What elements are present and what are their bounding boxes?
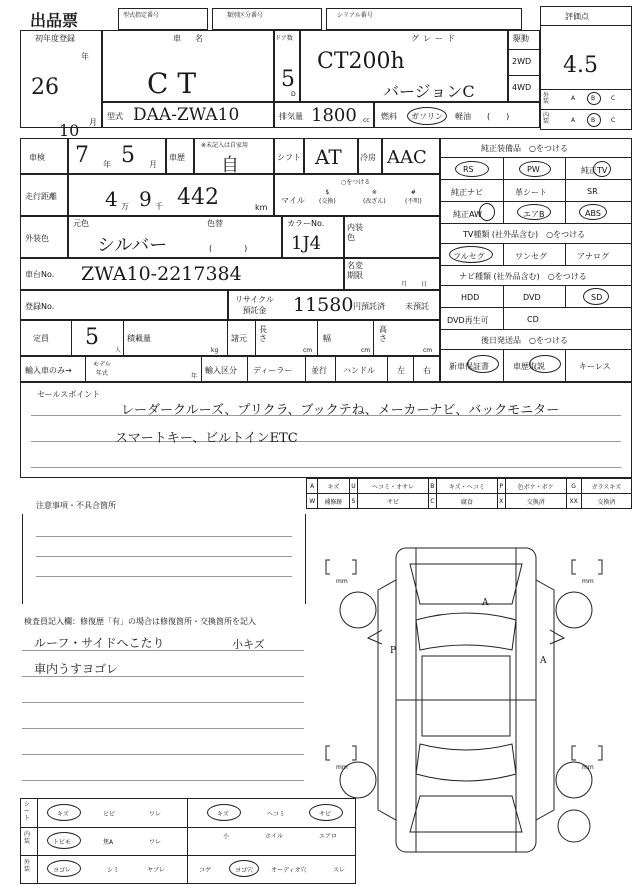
damage-mark-roof: A <box>482 598 489 608</box>
inspection-year-unit: 年 <box>103 160 111 169</box>
int-dirt-circle <box>47 860 81 877</box>
capacity-unit: 人 <box>115 347 122 354</box>
load-unit: kg <box>211 347 219 354</box>
inspector-line1: ルーフ・サイドへこたり <box>34 636 165 650</box>
length-unit: cm <box>303 347 313 354</box>
mileage-rest: 442 <box>177 185 219 210</box>
legend-desc: 補修跡 <box>318 494 349 509</box>
interior-side-interior: 内装 <box>24 831 31 845</box>
color-label-box <box>20 216 68 258</box>
legend-code: P <box>497 479 505 494</box>
tv-fullseg[interactable]: フルセグ <box>453 252 485 261</box>
navi-hdd[interactable]: HDD <box>461 293 480 302</box>
width-label: 幅 <box>323 334 331 343</box>
shift-value-box[interactable] <box>304 138 358 174</box>
fuel-gasoline[interactable]: ガソリン <box>411 112 443 121</box>
int-burn[interactable]: 焦A <box>103 839 114 846</box>
ext-rust[interactable]: サビ <box>319 811 332 818</box>
mile-unknown[interactable]: # (不明) <box>405 189 422 205</box>
grade-line1: CT200h <box>317 49 405 74</box>
legend-desc: 色ボケ・ボケ <box>505 479 566 494</box>
equip-sr[interactable]: SR <box>587 187 598 196</box>
mile-altered[interactable]: ※ (改ざん) <box>363 189 386 205</box>
height-label: 高さ <box>379 325 387 343</box>
first-reg-box[interactable] <box>20 30 102 140</box>
displacement-box[interactable] <box>274 102 374 128</box>
mileage-sen: 9 <box>139 187 152 211</box>
length-label: 長さ <box>259 325 267 343</box>
legend-code: C <box>428 494 437 509</box>
tv-analog[interactable]: アナログ <box>577 252 609 261</box>
model-code-label: 型式指定番号 <box>123 12 160 19</box>
color-label: 外装色 <box>25 234 49 243</box>
chassis-value: ZWA10-2217384 <box>81 263 242 285</box>
car-damage-diagram[interactable] <box>312 520 622 885</box>
damage-mark-left: P <box>390 646 397 656</box>
history-value-box[interactable] <box>194 138 274 174</box>
navi-sd-circle <box>583 288 609 305</box>
equip-navi[interactable]: 純正ナビ <box>451 188 483 197</box>
equipment-title: 純正装備品 ○をつける <box>481 144 568 153</box>
model-year-unit: 年 <box>191 373 198 380</box>
recycle-value: 11580 <box>293 294 354 316</box>
equip-airbag[interactable]: エアB <box>523 210 545 219</box>
model-type-value: DAA-ZWA10 <box>133 105 240 125</box>
exterior-grade-b[interactable]: B <box>591 95 596 102</box>
legend-code: A <box>307 479 318 494</box>
color-changed-label: 色替 <box>207 219 223 228</box>
rating-value: 4.5 <box>563 53 598 78</box>
later-manual[interactable]: 車歴取説 <box>513 362 545 371</box>
legend-code: B <box>428 479 437 494</box>
legend-code: XX <box>566 494 581 509</box>
inspector-line2: 車内うすヨゴレ <box>34 662 119 676</box>
navi-cd[interactable]: CD <box>527 315 539 324</box>
mileage-man-unit: 万 <box>121 202 129 211</box>
inspection-label-box <box>20 138 68 174</box>
navi-sd[interactable]: SD <box>591 293 603 302</box>
ext-scratch-circle <box>207 804 241 821</box>
interior-grade-circle <box>587 113 601 127</box>
color-value-box[interactable] <box>68 216 282 258</box>
capacity-value: 5 <box>85 325 99 350</box>
exterior-grade-a[interactable]: A <box>571 95 576 102</box>
handle-left[interactable]: 左 <box>397 366 405 375</box>
exterior-grade-circle <box>587 92 601 105</box>
inspection-value-box[interactable] <box>68 138 166 174</box>
int-break[interactable]: ワレ <box>149 811 162 818</box>
form-title: 出品票 <box>30 11 79 30</box>
mile-box[interactable] <box>274 174 440 216</box>
drive-2wd[interactable]: 2WD <box>512 57 532 66</box>
legend-desc: キズ・ヘコミ <box>437 479 497 494</box>
navi-title: ナビ種類 (社外品含む) ○をつける <box>459 272 587 281</box>
legend-desc: 腐食 <box>437 494 497 509</box>
chassis-label: 車台No. <box>25 270 55 279</box>
damage-mark-right: A <box>540 656 547 666</box>
model-type-box[interactable] <box>102 102 274 128</box>
legend-desc: サビ <box>358 494 428 509</box>
recycle-not-deposited[interactable]: 未預託 <box>405 302 429 311</box>
interior-color-label: 内装色 <box>347 223 363 242</box>
displacement-unit: cc <box>363 117 370 124</box>
drive-4wd[interactable]: 4WD <box>512 83 532 92</box>
int-scratch[interactable]: キズ <box>57 811 69 818</box>
height-unit: cm <box>423 347 433 354</box>
int-audio-hole[interactable]: オーディオ穴 <box>271 867 307 874</box>
int-hole-circle <box>229 860 259 877</box>
color-code-box[interactable] <box>282 216 344 258</box>
history-label: 車歴 <box>169 153 185 162</box>
interior-grade-a[interactable]: A <box>571 117 576 124</box>
legend-desc: キズ <box>318 479 349 494</box>
car-name-box[interactable] <box>102 30 274 102</box>
name-change-label: 名変期限 <box>347 261 363 280</box>
color-original-label: 元色 <box>73 219 89 228</box>
interior-legend <box>20 798 356 884</box>
legend-desc: ヘコミ・オサレ <box>358 479 428 494</box>
history-value: 自 <box>221 155 239 176</box>
capacity-label: 定員 <box>33 334 49 343</box>
interior-grade-c[interactable]: C <box>611 117 616 124</box>
inspector-note: 小キズ <box>232 638 265 651</box>
equip-rs[interactable]: RS <box>463 165 474 174</box>
int-scorch[interactable]: コゲ <box>199 867 212 874</box>
first-reg-year-unit: 年 <box>81 52 89 61</box>
door-box[interactable] <box>274 30 300 102</box>
interior-grade-label: 内装 <box>543 112 550 125</box>
spec-label: 諸元 <box>231 334 247 343</box>
ac-label: 冷房 <box>360 153 376 162</box>
fuel-label: 燃料 <box>381 112 397 121</box>
inspection-label: 車検 <box>29 153 45 162</box>
fuel-gasoline-circle <box>407 107 447 125</box>
equip-pw[interactable]: PW <box>527 165 540 174</box>
model-type-label: 型式 <box>107 112 123 121</box>
notes-bracket[interactable] <box>22 514 306 604</box>
recycle-label: リサイクル 預託金 <box>235 295 274 315</box>
legend-desc: 交換済 <box>505 494 566 509</box>
name-change-box[interactable] <box>344 258 440 290</box>
wheel-brackets <box>326 560 602 760</box>
equipment-panel <box>440 138 632 382</box>
dimensions-row <box>20 320 440 356</box>
int-hole[interactable]: ヨゴ穴 <box>235 867 254 874</box>
mileage-label-box <box>20 174 68 216</box>
first-reg-month-unit: 月 <box>89 118 97 127</box>
rating-box[interactable] <box>540 6 632 130</box>
int-scratch-circle <box>47 804 81 821</box>
grade-line2: バージョンC <box>383 82 475 101</box>
recycle-box[interactable] <box>228 290 440 320</box>
sales-point-label: セールスポイント <box>37 390 101 399</box>
equip-aw-circle <box>479 203 495 221</box>
int-tear[interactable]: ヤブレ <box>147 867 165 874</box>
history-label-box <box>166 138 194 174</box>
ext-rust-circle <box>309 804 343 821</box>
inspection-month: 5 <box>121 143 135 168</box>
color-code-label: カラーNo. <box>287 219 325 228</box>
drive-label: 駆動 <box>513 34 529 43</box>
int-break2[interactable]: ワレ <box>149 839 162 846</box>
equip-leather[interactable]: 革シート <box>515 188 547 197</box>
ext-dent[interactable]: ヘコミ <box>267 811 286 818</box>
import-only-label: 輸入車のみ→ <box>25 366 72 375</box>
equip-tv-circle <box>593 161 611 177</box>
grade-label: グレード <box>411 34 459 43</box>
tv-title: TV種類 (社外品含む) ○をつける <box>463 230 586 239</box>
grade-box[interactable] <box>300 30 508 102</box>
mileage-value-box[interactable] <box>68 174 274 216</box>
mile-mark-note: ○をつける <box>341 179 371 186</box>
navi-dvd-play[interactable]: DVD再生可 <box>447 316 489 325</box>
drive-box[interactable] <box>508 30 540 102</box>
equip-aw[interactable]: 純正AW <box>453 210 482 219</box>
legend-code: W <box>307 494 318 509</box>
int-spot[interactable]: トビモ <box>53 839 72 846</box>
color-original-value: シルバー <box>97 235 168 256</box>
ac-label-box <box>358 138 382 174</box>
ac-value: AAC <box>387 147 427 168</box>
later-warranty[interactable]: 新車保証書 <box>449 362 489 371</box>
car-name-label: 車名 <box>173 34 217 43</box>
chassis-box[interactable] <box>20 258 344 290</box>
equip-tv[interactable]: 純正TV <box>581 166 608 175</box>
model-year-label: モデル 年式 <box>93 361 111 377</box>
later-warranty-circle <box>467 355 499 373</box>
import-row <box>20 356 440 382</box>
tv-oneseg[interactable]: ワンセグ <box>515 252 547 261</box>
shift-label-box <box>274 138 304 174</box>
equip-rs-circle <box>455 161 489 177</box>
interior-side-exterior: 外装 <box>24 859 31 873</box>
legend-code: S <box>349 494 358 509</box>
legend-code: G <box>566 479 581 494</box>
displacement-value: 1800 <box>311 105 357 126</box>
door-suffix: D <box>291 91 296 98</box>
exterior-grade-label: 外装 <box>543 92 550 105</box>
category-box[interactable] <box>212 8 322 30</box>
inspector-label: 検査員記入欄：修復歴「有」の場合は修復箇所・交換箇所を記入 <box>24 617 256 626</box>
damage-legend <box>306 478 632 509</box>
ext-aero[interactable]: エアロ <box>319 833 338 840</box>
color-code-value: 1J4 <box>291 233 322 254</box>
ac-value-box[interactable] <box>382 138 440 174</box>
mm-label-rl: mm <box>336 764 348 771</box>
legend-desc: ガラスキズ <box>581 479 631 494</box>
door-value: 5 <box>281 67 295 92</box>
ext-wheel[interactable]: ホイル <box>265 833 284 840</box>
sales-point-line2: スマートキー、ビルトインETC <box>115 431 298 446</box>
equip-pw-circle <box>519 161 551 177</box>
displacement-label: 排気量 <box>279 112 303 121</box>
notes-label: 注意事項・不具合箇所 <box>36 501 116 510</box>
mile-exchange[interactable]: $ (交換) <box>319 189 336 205</box>
sales-point-line1: レーダークルーズ、プリクラ、ブックテね、メーカーナビ、バックモニター <box>121 403 560 418</box>
rating-label: 評価点 <box>565 12 589 21</box>
int-dirt[interactable]: ヨゴレ <box>53 867 72 874</box>
category-label: 類別区分番号 <box>227 12 264 19</box>
interior-grade-b[interactable]: B <box>591 117 596 124</box>
shift-label: シフト <box>277 153 301 162</box>
legend-code: U <box>349 479 358 494</box>
ext-small[interactable]: 小 <box>223 833 230 840</box>
color-changed-paren: ( ) <box>209 244 248 253</box>
fuel-diesel[interactable]: 軽油 <box>455 112 471 121</box>
mileage-man: 4 <box>105 187 118 211</box>
sales-point-box[interactable] <box>20 382 632 478</box>
first-reg-month: 10 <box>59 121 80 140</box>
handle-label: ハンドル <box>343 366 375 375</box>
later-title: 後日発送品 ○をつける <box>481 336 568 345</box>
handle-right[interactable]: 右 <box>423 366 431 375</box>
serial-label: シリアル番号 <box>337 12 373 19</box>
mileage-km-unit: km <box>255 203 268 212</box>
car-name-value: C T <box>147 67 196 100</box>
fuel-box[interactable] <box>374 102 540 128</box>
model-code-box[interactable] <box>118 8 208 30</box>
later-manual-circle <box>529 355 561 373</box>
load-label: 積載量 <box>127 334 151 343</box>
import-type-label: 輸入区分 <box>205 366 237 375</box>
registration-box[interactable] <box>20 290 228 320</box>
import-dealer[interactable]: ディーラー <box>253 366 293 375</box>
int-spot-circle <box>47 832 81 849</box>
tv-fullseg-circle <box>449 246 493 263</box>
name-change-unit: 月日 <box>401 281 442 288</box>
equip-abs[interactable]: ABS <box>585 209 601 218</box>
mm-label-fr: mm <box>582 578 594 585</box>
int-crack[interactable]: ヒビ <box>103 811 116 818</box>
equip-abs-circle <box>579 204 607 220</box>
mm-label-rr: mm <box>582 764 594 771</box>
int-rub[interactable]: スレ <box>333 867 346 874</box>
navi-dvd[interactable]: DVD <box>523 293 541 302</box>
shift-value: AT <box>315 145 342 169</box>
registration-label: 登録No. <box>25 302 55 311</box>
first-reg-label: 初年度登録 <box>35 34 75 43</box>
legend-code: X <box>497 494 505 509</box>
interior-color-box[interactable] <box>344 216 440 258</box>
serial-box[interactable] <box>326 8 522 30</box>
later-keyless[interactable]: キーレス <box>579 362 611 371</box>
mile-label[interactable]: マイル <box>281 196 305 205</box>
mileage-label: 走行距離 <box>25 192 57 201</box>
history-note: ※未記入は自家用 <box>201 142 249 149</box>
inspection-month-unit: 月 <box>149 160 157 169</box>
legend-desc: 交換済 <box>581 494 631 509</box>
exterior-grade-c[interactable]: C <box>611 95 616 102</box>
fuel-other[interactable]: ( ) <box>487 112 510 121</box>
mileage-sen-unit: 千 <box>155 202 163 211</box>
int-stain[interactable]: シミ <box>107 867 120 874</box>
door-label: ドア数 <box>275 35 293 42</box>
width-unit: cm <box>361 347 371 354</box>
recycle-unit: 円預託済 <box>353 302 385 311</box>
inspection-year: 7 <box>75 143 89 168</box>
equip-airbag-circle <box>517 204 551 220</box>
ext-scratch[interactable]: キズ <box>217 811 229 818</box>
mm-label-fl: mm <box>336 578 348 585</box>
import-parallel[interactable]: 並行 <box>311 366 327 375</box>
interior-side-seat: シート <box>24 801 31 822</box>
first-reg-year: 26 <box>31 75 59 100</box>
